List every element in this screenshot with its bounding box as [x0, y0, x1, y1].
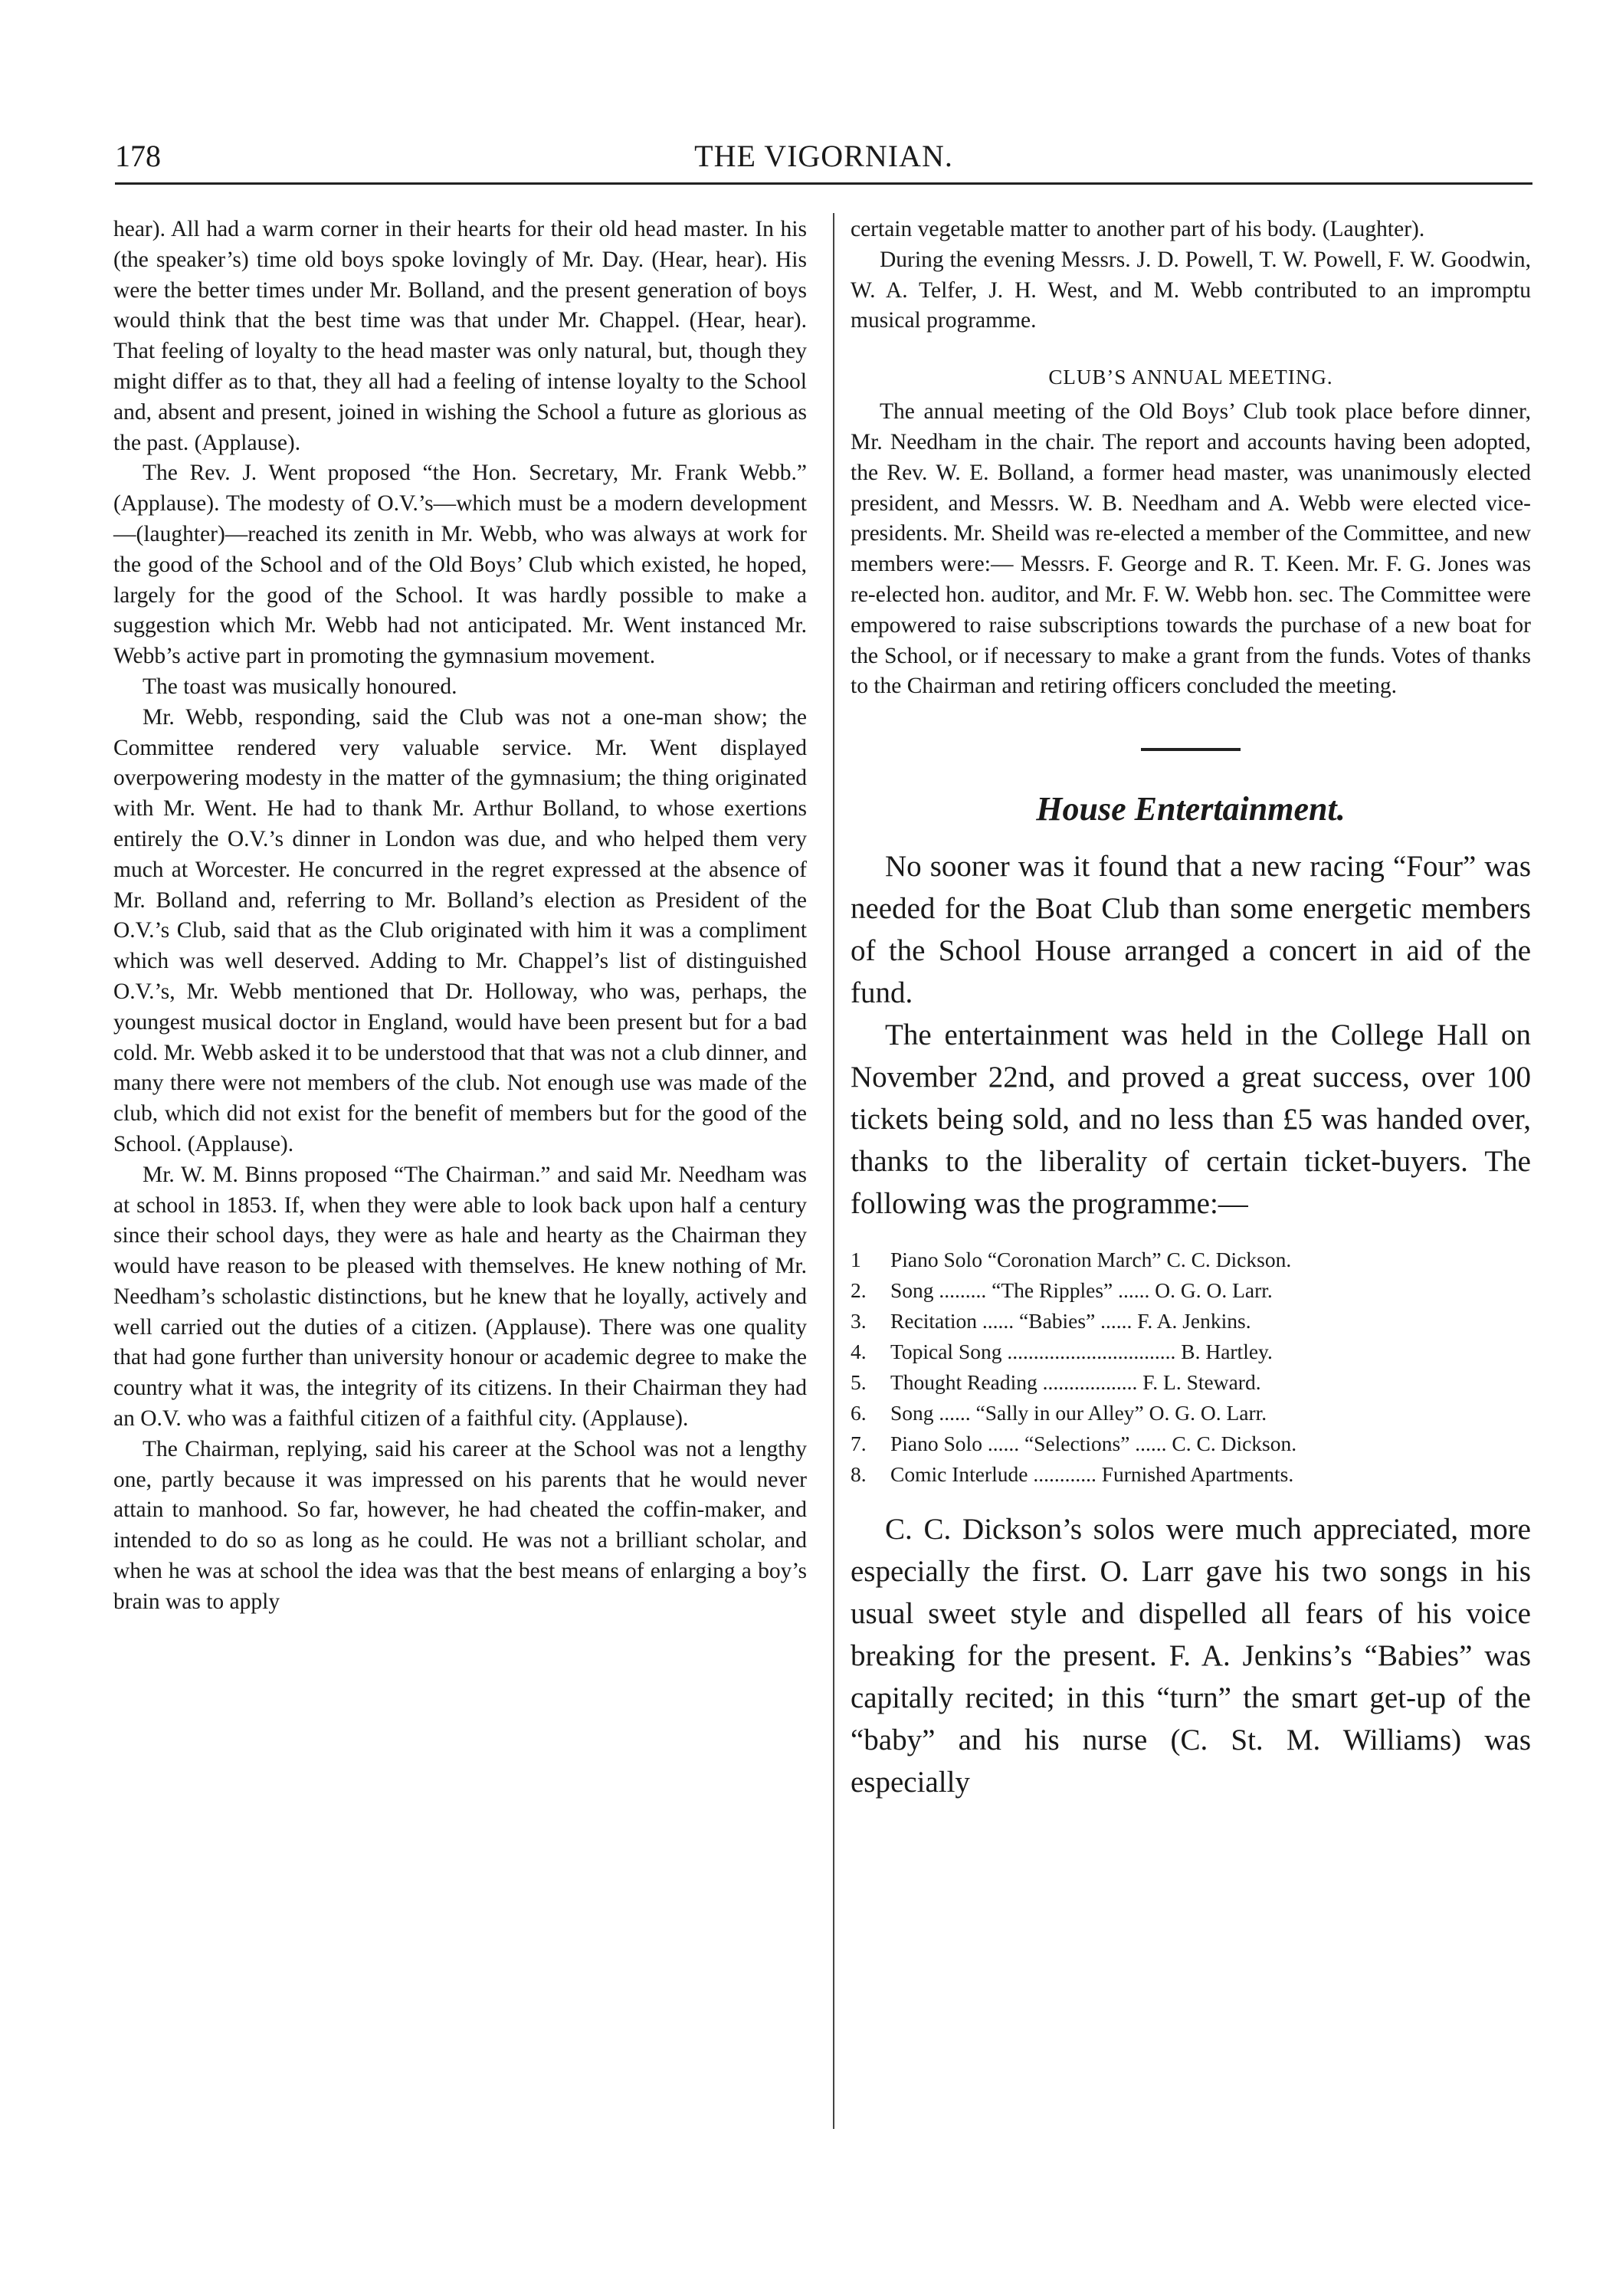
programme-text: Piano Solo ...... “Selections” ...... C. C. Dickson.: [890, 1432, 1297, 1456]
programme-text: Comic Interlude ............ Furnished Apartments.: [890, 1462, 1294, 1487]
programme-list: [851, 1245, 1531, 1490]
paragraph: During the evening Messrs. J. D. Powell, T. W. Powell, F. W. Goodwin, W. A. Telfer, J. H. West, and M. Webb contributed to an impromptu musical programme.: [851, 247, 1531, 333]
paragraph: certain vegetable matter to another part of his body. (Laughter).: [851, 217, 1425, 241]
programme-number: 8.: [851, 1462, 867, 1487]
page-number: 178: [115, 139, 161, 173]
programme-text: Thought Reading .................. F. L. Steward.: [890, 1370, 1261, 1395]
programme-item: [851, 1337, 1531, 1367]
programme-item: [851, 1245, 1531, 1275]
programme-text: Song ...... “Sally in our Alley” O. G. O. Larr.: [890, 1401, 1267, 1425]
entertainment-paragraph: C. C. Dickson’s solos were much appreciated, more especially the first. O. Larr gave his two songs in his usual sweet style and dispelled all fears of his voice breaking for the present. F. A. Jenkins’s “Babies” was capitally recited; in this “turn” the smart get-up of the “baby” and his nurse (C. St. M. Williams) was especially: [851, 1513, 1531, 1799]
programme-text: Recitation ...... “Babies” ...... F. A. Jenkins.: [890, 1309, 1251, 1333]
meeting-paragraph: The annual meeting of the Old Boys’ Club took place before dinner, Mr. Needham in the chair. The report and accounts having been adopted, the Rev. W. E. Bolland, a former head master, was unanimously elected president, and Messrs. W. B. Needham and A. Webb were elected vice-presidents. Mr. Sheild was re-elected a member of the Committee, and new members were:— Messrs. F. George and R. T. Keen. Mr. F. G. Jones was re-elected hon. auditor, and Mr. F. W. Webb hon. sec. The Committee were empowered to raise subscriptions towards the purchase of a new boat for the School, or if necessary to make a grant from the funds. Votes of thanks to the Chairman and retiring officers concluded the meeting.: [851, 399, 1532, 699]
paragraph: The Chairman, replying, said his career at the School was not a lengthy one, partly because it was impressed on his parents that he would never attain to manhood. So far, however, he had cheated the coffin-maker, and intended to do so as long as he could. He was not a brilliant scholar, and when he was at school the idea was that the best means of enlarging a boy’s brain was to apply: [113, 1436, 807, 1614]
programme-text: Topical Song ................................ B. Hartley.: [890, 1340, 1273, 1364]
header-rule: [115, 182, 1532, 185]
programme-number: 3.: [851, 1309, 867, 1333]
paragraph: Mr. Webb, responding, said the Club was not a one-man show; the Committee rendered very valuable service. Mr. Went displayed overpowering modesty in the matter of the gymnasium; the thing originated with Mr. Went. He had to thank Mr. Arthur Bolland, to whose exertions entirely the O.V.’s dinner in London was due, and who helped them very much at Worcester. He concurred in the regret expressed at the absence of Mr. Bolland and, referring to Mr. Bolland’s election as President of the O.V.’s Club, said that as the Club originated with him it was a compliment which was well deserved. Adding to Mr. Chappel’s list of distinguished O.V.’s, Mr. Webb mentioned that Dr. Holloway, who was, perhaps, the youngest musical doctor in England, would have been present but for a bad cold. Mr. Webb asked it to be understood that that was not a club dinner, and many there were not members of the club. Not enough use was made of the club, which did not exist for the benefit of members but for the good of the School. (Applause).: [113, 704, 807, 1156]
programme-item: [851, 1367, 1531, 1398]
programme-item: [851, 1459, 1531, 1490]
programme-item: [851, 1398, 1531, 1428]
programme-number: 1: [851, 1248, 861, 1272]
entertainment-paragraph: No sooner was it found that a new racing “Four” was needed for the Boat Club than some energetic members of the School House arranged a concert in aid of the fund.: [851, 850, 1531, 1010]
programme-item: [851, 1275, 1531, 1306]
programme-text: Song ......... “The Ripples” ...... O. G. O. Larr.: [890, 1278, 1273, 1303]
programme-number: 7.: [851, 1432, 867, 1456]
programme-item: [851, 1306, 1531, 1337]
column-divider: [833, 213, 834, 2129]
programme-number: 6.: [851, 1401, 867, 1425]
paragraph: hear). All had a warm corner in their hearts for their old head master. In his (the speaker’s) time old boys spoke lovingly of Mr. Day. (Hear, hear). His were the better times under Mr. Bolland, and the present generation of boys would think that the best time was that under Mr. Chappel. (Hear, hear). That feeling of loyalty to the head master was only natural, but, though they might differ as to that, they all had a feeling of intense loyalty to the School and, absent and present, joined in wishing the School a future as glorious as the past. (Applause).: [113, 217, 807, 455]
paragraph: The toast was musically honoured.: [143, 674, 457, 699]
programme-text: Piano Solo “Coronation March” C. C. Dickson.: [890, 1248, 1292, 1272]
page-header: [115, 138, 1532, 184]
paragraph: Mr. W. M. Binns proposed “The Chairman.” and said Mr. Needham was at school in 1853. If, when they were able to look back upon half a century since their school days, they were as hale and hearty as the Chairman they would have reason to be pleased with themselves. He knew nothing of Mr. Needham’s scholastic distinctions, but he knew that he loyally, actively and well carried out the duties of a citizen. (Applause). There was one quality that had gone further than university honour or academic degree to make the country what it was, the integrity of its citizens. In their Chairman they had an O.V. who was a faithful citizen of a faithful city. (Applause).: [113, 1162, 807, 1432]
meeting-heading: CLUB’S ANNUAL MEETING.: [1048, 366, 1333, 389]
running-title: THE VIGORNIAN.: [694, 139, 953, 173]
paragraph: The Rev. J. Went proposed “the Hon. Secretary, Mr. Frank Webb.” (Applause). The modesty of O.V.’s—which must be a modern development—(laughter)—reached its zenith in Mr. Webb, who was always at work for the good of the School and of the Old Boys’ Club which existed, he hoped, largely for the good of the School. It was hardly possible to make a suggestion which Mr. Webb had not anticipated. Mr. Went instanced Mr. Webb’s active part in promoting the gymnasium movement.: [113, 461, 807, 669]
left-column: [113, 215, 807, 1618]
programme-item: [851, 1428, 1531, 1459]
section-title: House Entertainment.: [1036, 790, 1346, 828]
programme-number: 2.: [851, 1278, 867, 1303]
programme-number: 5.: [851, 1370, 867, 1395]
right-column: [851, 215, 1531, 1803]
section-divider: [1141, 748, 1241, 751]
programme-number: 4.: [851, 1340, 867, 1364]
entertainment-paragraph: The entertainment was held in the College Hall on November 22nd, and proved a great success, over 100 tickets being sold, and no less than £5 was handed over, thanks to the liberality of certain ticket-buyers. The following was the programme:—: [851, 1018, 1531, 1221]
